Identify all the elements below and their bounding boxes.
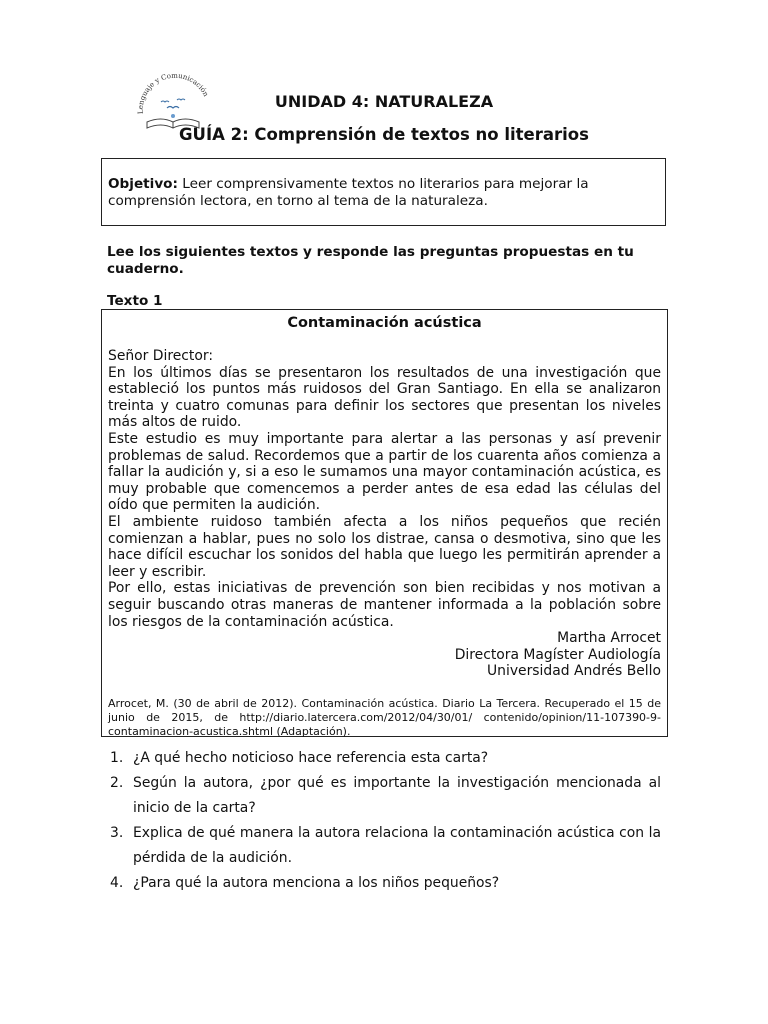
unit-title: UNIDAD 4: NATURALEZA: [274, 92, 494, 111]
letter-paragraph: En los últimos días se presentaron los resultados de una investigación que estableció los puntos más ruidosos del Gran Santiago. En ella se analizaron treinta y cuatro comunas para definir los sectores que presentan los niveles más altos de ruido.: [108, 364, 661, 431]
signature-role: Directora Magíster Audiología: [454, 646, 661, 663]
question-text: ¿Para qué la autora menciona a los niños pequeños?: [133, 875, 500, 891]
letter-box: [101, 309, 668, 737]
question-item: [107, 771, 661, 821]
letter-salutation: Señor Director:: [108, 348, 214, 364]
questions-list: [107, 746, 661, 896]
signature-institution: Universidad Andrés Bello: [487, 663, 661, 680]
objective-text: Leer comprensivamente textos no literarios para mejorar la comprensión lectora, en torno al tema de la naturaleza.: [108, 176, 589, 209]
logo-arc-text: Lenguaje y Comunicación: [136, 72, 210, 115]
question-number: 4.: [110, 875, 124, 891]
letter-title: Contaminación acústica: [287, 315, 482, 331]
signature-name: Martha Arrocet: [557, 630, 661, 647]
question-number: 2.: [110, 775, 124, 791]
guide-title: GUÍA 2: Comprensión de textos no literarios: [179, 125, 589, 144]
question-item: [107, 821, 661, 871]
letter-paragraph: Este estudio es muy importante para alertar a las personas y así prevenir problemas de salud. Recordemos que a partir de los cuarenta años comienza a fallar la audición y, si a eso le sumamos una mayor contaminación acústica, es muy probable que comencemos a perder antes de esa edad las células del oído que permiten la audición.: [108, 430, 661, 514]
objective-label: Objetivo:: [108, 176, 178, 192]
question-item: [107, 871, 661, 896]
text1-label: Texto 1: [107, 293, 163, 309]
objective-box: [101, 158, 666, 226]
question-item: [107, 746, 661, 771]
question-text: Según la autora, ¿por qué es importante la investigación mencionada al inicio de la carta?: [133, 775, 661, 816]
citation: Arrocet, M. (30 de abril de 2012). Contaminación acústica. Diario La Tercera. Recuperado el 15 de junio de 2015, de http://diario.latercera.com/2012/04/30/01/ contenido/opinion/11-107390-9-contaminacion-acustica.shtml (Adaptación).: [108, 696, 661, 738]
question-text: Explica de qué manera la autora relaciona la contaminación acústica con la pérdida de la audición.: [133, 825, 661, 866]
letter-signature: [108, 630, 661, 680]
letter-paragraph: Por ello, estas iniciativas de prevención son bien recibidas y nos motivan a seguir buscando otras maneras de mantener informada a la población sobre los riesgos de la contaminación acústica.: [108, 580, 661, 630]
question-number: 3.: [110, 825, 124, 841]
question-text: ¿A qué hecho noticioso hace referencia esta carta?: [133, 750, 489, 766]
letter-body: [108, 348, 661, 630]
instruction-text: Lee los siguientes textos y responde las preguntas propuestas en tu cuaderno.: [107, 244, 634, 277]
letter-paragraph: El ambiente ruidoso también afecta a los niños pequeños que recién comienzan a hablar, pues no solo los distrae, cansa o desmotiva, sino que les hace difícil escuchar los sonidos del habla que luego les permitirán aprender a leer y escribir.: [108, 513, 661, 580]
question-number: 1.: [110, 750, 124, 766]
